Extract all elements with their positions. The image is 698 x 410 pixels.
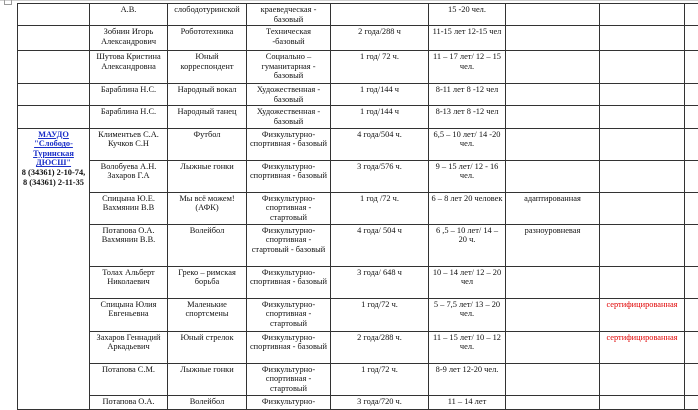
duration-cell: 2 года/288 ч.	[331, 331, 429, 363]
extra-cell	[685, 84, 698, 106]
focus-cell: Физкультурно-спортивная - стартовый	[247, 298, 331, 331]
teacher-cell: Зобнин Игорь Александрович	[90, 26, 168, 51]
org-cell-empty	[18, 51, 90, 84]
cert-cell: сертифицированная	[600, 331, 685, 363]
program-cell: Народный вокал	[168, 84, 247, 106]
program-cell: Волейбол	[168, 224, 247, 266]
table-row	[18, 192, 698, 224]
org-cell-empty	[18, 4, 90, 26]
extra-cell	[685, 224, 698, 266]
teacher-cell: Спицына Юлия Евгеньевна	[90, 298, 168, 331]
program-cell: Робототехника	[168, 26, 247, 51]
program-cell: Футбол	[168, 128, 247, 160]
extra-cell	[685, 128, 698, 160]
organization-name-link[interactable]: МАУДО "Слободо-Туринская ДЮСШ"	[33, 129, 74, 168]
teacher-cell: Волобуева А.Н. Захаров Г.А	[90, 160, 168, 192]
focus-cell: Художественная - базовый	[247, 106, 331, 128]
focus-cell: Физкультурно-спортивная - стартовый	[247, 192, 331, 224]
type-cell	[506, 26, 600, 51]
age-cell: 10 – 14 лет/ 12 – 20 чел	[429, 266, 506, 298]
duration-cell: 1 год/72 ч.	[331, 298, 429, 331]
age-cell: 6 ,5 – 10 лет/ 14 – 20 ч.	[429, 224, 506, 266]
table-row	[18, 363, 698, 395]
duration-cell: 1 год/144 ч	[331, 84, 429, 106]
age-cell: 15 -20 чел.	[429, 4, 506, 26]
age-cell: 11 – 17 лет/ 12 – 15 чел.	[429, 51, 506, 84]
duration-cell: 1 год/72 ч.	[331, 363, 429, 395]
table-row	[18, 331, 698, 363]
focus-cell: Физкультурно-спортивная - стартовый	[247, 363, 331, 395]
org-cell-empty	[18, 106, 90, 128]
table-row	[18, 160, 698, 192]
cert-cell	[600, 84, 685, 106]
extra-cell	[685, 51, 698, 84]
type-cell	[506, 4, 600, 26]
duration-cell	[331, 4, 429, 26]
table-row	[18, 128, 698, 160]
cert-cell	[600, 4, 685, 26]
program-cell: Народный танец	[168, 106, 247, 128]
program-cell: слободотуринской	[168, 4, 247, 26]
extra-cell	[685, 395, 698, 409]
focus-cell: Социально – гуманитарная - базовый	[247, 51, 331, 84]
focus-cell: Физкультурно-спортивная - базовый	[247, 331, 331, 363]
cert-cell	[600, 224, 685, 266]
teacher-cell: А.В.	[90, 4, 168, 26]
type-cell	[506, 51, 600, 84]
extra-cell	[685, 331, 698, 363]
cert-cell	[600, 363, 685, 395]
program-cell: Юный корреспондент	[168, 51, 247, 84]
table-row	[18, 298, 698, 331]
teacher-cell: Потапова С.М.	[90, 363, 168, 395]
type-cell	[506, 160, 600, 192]
teacher-cell: Захаров Геннадий Аркадьевич	[90, 331, 168, 363]
cert-cell	[600, 192, 685, 224]
focus-cell: Техническая -базовый	[247, 26, 331, 51]
focus-cell: Физкультурно-спортивная - базовый	[247, 266, 331, 298]
table-row	[18, 224, 698, 266]
type-cell	[506, 363, 600, 395]
cert-cell: сертифицированная	[600, 298, 685, 331]
cert-cell	[600, 51, 685, 84]
type-cell	[506, 106, 600, 128]
table-row	[18, 51, 698, 84]
table-row	[18, 266, 698, 298]
type-cell	[506, 266, 600, 298]
table-row	[18, 4, 698, 26]
extra-cell	[685, 363, 698, 395]
duration-cell: 4 года/504 ч.	[331, 128, 429, 160]
duration-cell: 4 года/ 504 ч	[331, 224, 429, 266]
duration-cell: 1 год/ 72 ч.	[331, 51, 429, 84]
extra-cell	[685, 160, 698, 192]
duration-cell: 1 год /72 ч.	[331, 192, 429, 224]
teacher-cell: Шутова Кристина Александровна	[90, 51, 168, 84]
type-cell	[506, 331, 600, 363]
type-cell: адаптированная	[506, 192, 600, 224]
cert-cell	[600, 26, 685, 51]
program-cell: Волейбол	[168, 395, 247, 409]
program-cell: Лыжные гонки	[168, 363, 247, 395]
extra-cell	[685, 298, 698, 331]
cert-cell	[600, 395, 685, 409]
program-cell: Мы всё можем! (АФК)	[168, 192, 247, 224]
table-row	[18, 395, 698, 409]
duration-cell: 3 года/576 ч.	[331, 160, 429, 192]
age-cell: 9 – 15 лет/ 12 - 16 чел.	[429, 160, 506, 192]
program-cell: Юный стрелок	[168, 331, 247, 363]
age-cell: 11-15 лет 12-15 чел	[429, 26, 506, 51]
teacher-cell: Климентьев С.А. Кучков С.Н	[90, 128, 168, 160]
teacher-cell: Бараблина Н.С.	[90, 84, 168, 106]
program-cell: Греко – римская борьба	[168, 266, 247, 298]
teacher-cell: Потапова О.А.	[90, 395, 168, 409]
cert-cell	[600, 128, 685, 160]
age-cell: 11 – 15 лет/ 10 – 12 чел.	[429, 331, 506, 363]
age-cell: 11 – 14 лет	[429, 395, 506, 409]
teacher-cell: Спицына Ю.Е. Вахмянин В.В	[90, 192, 168, 224]
organization-cell	[18, 128, 90, 409]
age-cell: 8-13 лет 8 -12 чел	[429, 106, 506, 128]
page-top-line	[0, 0, 698, 1]
cert-cell	[600, 266, 685, 298]
program-cell: Маленькие спортсмены	[168, 298, 247, 331]
extra-cell	[685, 266, 698, 298]
duration-cell: 1 год/144 ч	[331, 106, 429, 128]
cert-cell	[600, 160, 685, 192]
table-row	[18, 106, 698, 128]
extra-cell	[685, 4, 698, 26]
programs-table	[17, 3, 698, 410]
teacher-cell: Потапова О.А. Вахмянин В.В.	[90, 224, 168, 266]
extra-cell	[685, 106, 698, 128]
age-cell: 5 – 7,5 лет/ 13 – 20 чел.	[429, 298, 506, 331]
org-cell-empty	[18, 26, 90, 51]
table-row	[18, 26, 698, 51]
table-row	[18, 84, 698, 106]
focus-cell: Художественная - базовый	[247, 84, 331, 106]
type-cell	[506, 298, 600, 331]
cert-cell	[600, 106, 685, 128]
teacher-cell: Толах Альберт Николаевич	[90, 266, 168, 298]
age-cell: 6,5 – 10 лет/ 14 -20 чел.	[429, 128, 506, 160]
type-cell	[506, 128, 600, 160]
age-cell: 8-11 лет 8 -12 чел	[429, 84, 506, 106]
focus-cell: Физкультурно-спортивная - базовый	[247, 128, 331, 160]
corner-mark	[4, 0, 12, 5]
duration-cell: 3 года/720 ч.	[331, 395, 429, 409]
focus-cell: Физкультурно-	[247, 395, 331, 409]
extra-cell	[685, 192, 698, 224]
teacher-cell: Бараблина Н.С.	[90, 106, 168, 128]
organization-phones: 8 (34361) 2-10-74, 8 (34361) 2-11-35	[21, 167, 86, 187]
focus-cell: Физкультурно-спортивная - базовый	[247, 160, 331, 192]
age-cell: 8-9 лет 12-20 чел.	[429, 363, 506, 395]
age-cell: 6 – 8 лет 20 человек	[429, 192, 506, 224]
duration-cell: 2 года/288 ч	[331, 26, 429, 51]
focus-cell: краеведческая - базовый	[247, 4, 331, 26]
org-cell-empty	[18, 84, 90, 106]
type-cell	[506, 395, 600, 409]
extra-cell	[685, 26, 698, 51]
table-body	[18, 4, 698, 410]
duration-cell: 3 года/ 648 ч	[331, 266, 429, 298]
program-cell: Лыжные гонки	[168, 160, 247, 192]
type-cell: разноуровневая	[506, 224, 600, 266]
focus-cell: Физкультурно-спортивная - стартовый - базовый	[247, 224, 331, 266]
type-cell	[506, 84, 600, 106]
